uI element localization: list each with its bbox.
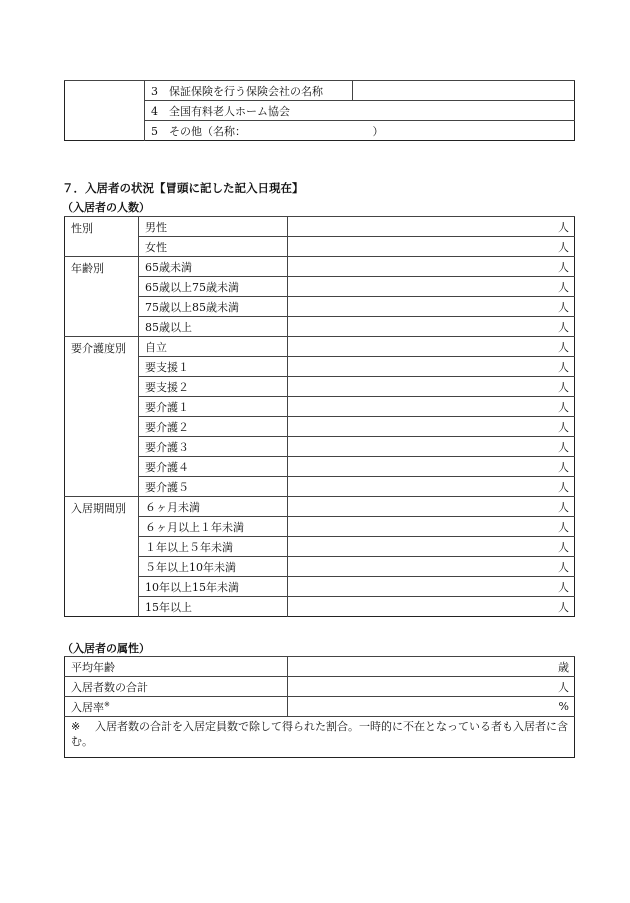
- unit-label: %: [558, 700, 569, 713]
- attribute-label: 入居者数の合計: [65, 677, 288, 697]
- insurance-option-cell: [145, 121, 575, 141]
- unit-label: 人: [558, 560, 569, 574]
- unit-label: 人: [558, 540, 569, 554]
- item-label: 10年以上15年未満: [139, 577, 288, 597]
- attribute-label-cell: [65, 697, 288, 717]
- item-label: 65歳未満: [139, 257, 288, 277]
- count-field[interactable]: [288, 257, 575, 277]
- item-label: 自立: [139, 337, 288, 357]
- unit-label: 人: [558, 320, 569, 334]
- count-field[interactable]: [288, 517, 575, 537]
- category-label: 性別: [65, 217, 139, 257]
- item-label: 要介護４: [139, 457, 288, 477]
- unit-label: 人: [558, 240, 569, 254]
- unit-label: 歳: [558, 660, 569, 674]
- attribute-value-field[interactable]: [288, 677, 575, 697]
- residents-count-subtitle: （入居者の人数）: [62, 201, 150, 214]
- blank-cell: [65, 81, 145, 141]
- unit-label: 人: [558, 340, 569, 354]
- category-label: 年齢別: [65, 257, 139, 337]
- table-row: [65, 237, 575, 257]
- insurer-name-field[interactable]: [353, 81, 575, 101]
- item-label: 要介護５: [139, 477, 288, 497]
- note-text: 入居者数の合計を入居定員数で除して得られた割合。一時的に不在となっている者も入居者に含む。: [71, 720, 568, 748]
- option-text: 保証保険を行う保険会社の名称: [169, 84, 323, 98]
- item-label: 要介護１: [139, 397, 288, 417]
- unit-label: 人: [558, 220, 569, 234]
- option-number: 5: [151, 124, 158, 138]
- attribute-label: 平均年齢: [65, 657, 288, 677]
- count-field[interactable]: [288, 337, 575, 357]
- table-row: [65, 257, 575, 277]
- item-label: 15年以上: [139, 597, 288, 617]
- table-row: [65, 457, 575, 477]
- table-row: [65, 297, 575, 317]
- table-row: [65, 497, 575, 517]
- item-label: 要支援１: [139, 357, 288, 377]
- note-reference: ※: [104, 699, 110, 708]
- category-label: 入居期間別: [65, 497, 139, 617]
- item-label: 女性: [139, 237, 288, 257]
- count-field[interactable]: [288, 377, 575, 397]
- count-field[interactable]: [288, 357, 575, 377]
- count-field[interactable]: [288, 597, 575, 617]
- table-row: [65, 517, 575, 537]
- unit-label: 人: [558, 300, 569, 314]
- unit-label: 人: [558, 500, 569, 514]
- option-number: 3: [151, 84, 158, 98]
- table-row: [65, 597, 575, 617]
- unit-label: 人: [558, 680, 569, 694]
- attribute-value-field[interactable]: [288, 657, 575, 677]
- insurance-option-cell: [145, 101, 575, 121]
- table-row: [65, 677, 575, 697]
- unit-label: 人: [558, 600, 569, 614]
- insurance-table: [64, 80, 575, 141]
- item-label: 要支援２: [139, 377, 288, 397]
- insurance-option-cell: [145, 81, 353, 101]
- item-label: 要介護３: [139, 437, 288, 457]
- unit-label: 人: [558, 440, 569, 454]
- item-label: 男性: [139, 217, 288, 237]
- item-label: ６ヶ月未満: [139, 497, 288, 517]
- unit-label: 人: [558, 480, 569, 494]
- unit-label: 人: [558, 460, 569, 474]
- table-row: [65, 277, 575, 297]
- count-field[interactable]: [288, 457, 575, 477]
- item-label: 85歳以上: [139, 317, 288, 337]
- section-title: ７．入居者の状況【冒頭に記した記入日現在】: [62, 181, 304, 195]
- table-row: [65, 537, 575, 557]
- table-row: [65, 717, 575, 758]
- count-field[interactable]: [288, 557, 575, 577]
- item-label: ６ヶ月以上１年未満: [139, 517, 288, 537]
- item-label: 75歳以上85歳未満: [139, 297, 288, 317]
- unit-label: 人: [558, 420, 569, 434]
- note-mark: ※: [71, 720, 81, 733]
- count-field[interactable]: [288, 317, 575, 337]
- residents-count-table: [64, 216, 575, 617]
- count-field[interactable]: [288, 237, 575, 257]
- count-field[interactable]: [288, 217, 575, 237]
- unit-label: 人: [558, 400, 569, 414]
- count-field[interactable]: [288, 497, 575, 517]
- count-field[interactable]: [288, 437, 575, 457]
- option-text: 全国有料老人ホーム協会: [169, 104, 290, 118]
- unit-label: 人: [558, 280, 569, 294]
- table-row: [65, 81, 575, 101]
- table-row: [65, 397, 575, 417]
- category-label: 要介護度別: [65, 337, 139, 497]
- unit-label: 人: [558, 260, 569, 274]
- count-field[interactable]: [288, 297, 575, 317]
- item-label: １年以上５年未満: [139, 537, 288, 557]
- footnote: [65, 717, 575, 758]
- unit-label: 人: [558, 520, 569, 534]
- table-row: [65, 437, 575, 457]
- count-field[interactable]: [288, 477, 575, 497]
- table-row: [65, 577, 575, 597]
- count-field[interactable]: [288, 277, 575, 297]
- table-row: [65, 697, 575, 717]
- item-label: 65歳以上75歳未満: [139, 277, 288, 297]
- count-field[interactable]: [288, 537, 575, 557]
- item-label: ５年以上10年未満: [139, 557, 288, 577]
- table-row: [65, 317, 575, 337]
- table-row: [65, 377, 575, 397]
- attribute-value-field[interactable]: [288, 697, 575, 717]
- table-row: [65, 657, 575, 677]
- table-row: [65, 477, 575, 497]
- count-field[interactable]: [288, 577, 575, 597]
- count-field[interactable]: [288, 417, 575, 437]
- table-row: [65, 417, 575, 437]
- table-row: [65, 337, 575, 357]
- option-text: その他（名称： ）: [169, 124, 384, 138]
- unit-label: 人: [558, 580, 569, 594]
- option-number: 4: [151, 104, 158, 118]
- table-row: [65, 557, 575, 577]
- residents-attributes-table: [64, 656, 575, 758]
- table-row: [65, 357, 575, 377]
- unit-label: 人: [558, 360, 569, 374]
- attribute-label: 入居率: [71, 700, 104, 714]
- table-row: [65, 217, 575, 237]
- item-label: 要介護２: [139, 417, 288, 437]
- unit-label: 人: [558, 380, 569, 394]
- count-field[interactable]: [288, 397, 575, 417]
- residents-attributes-subtitle: （入居者の属性）: [62, 642, 150, 655]
